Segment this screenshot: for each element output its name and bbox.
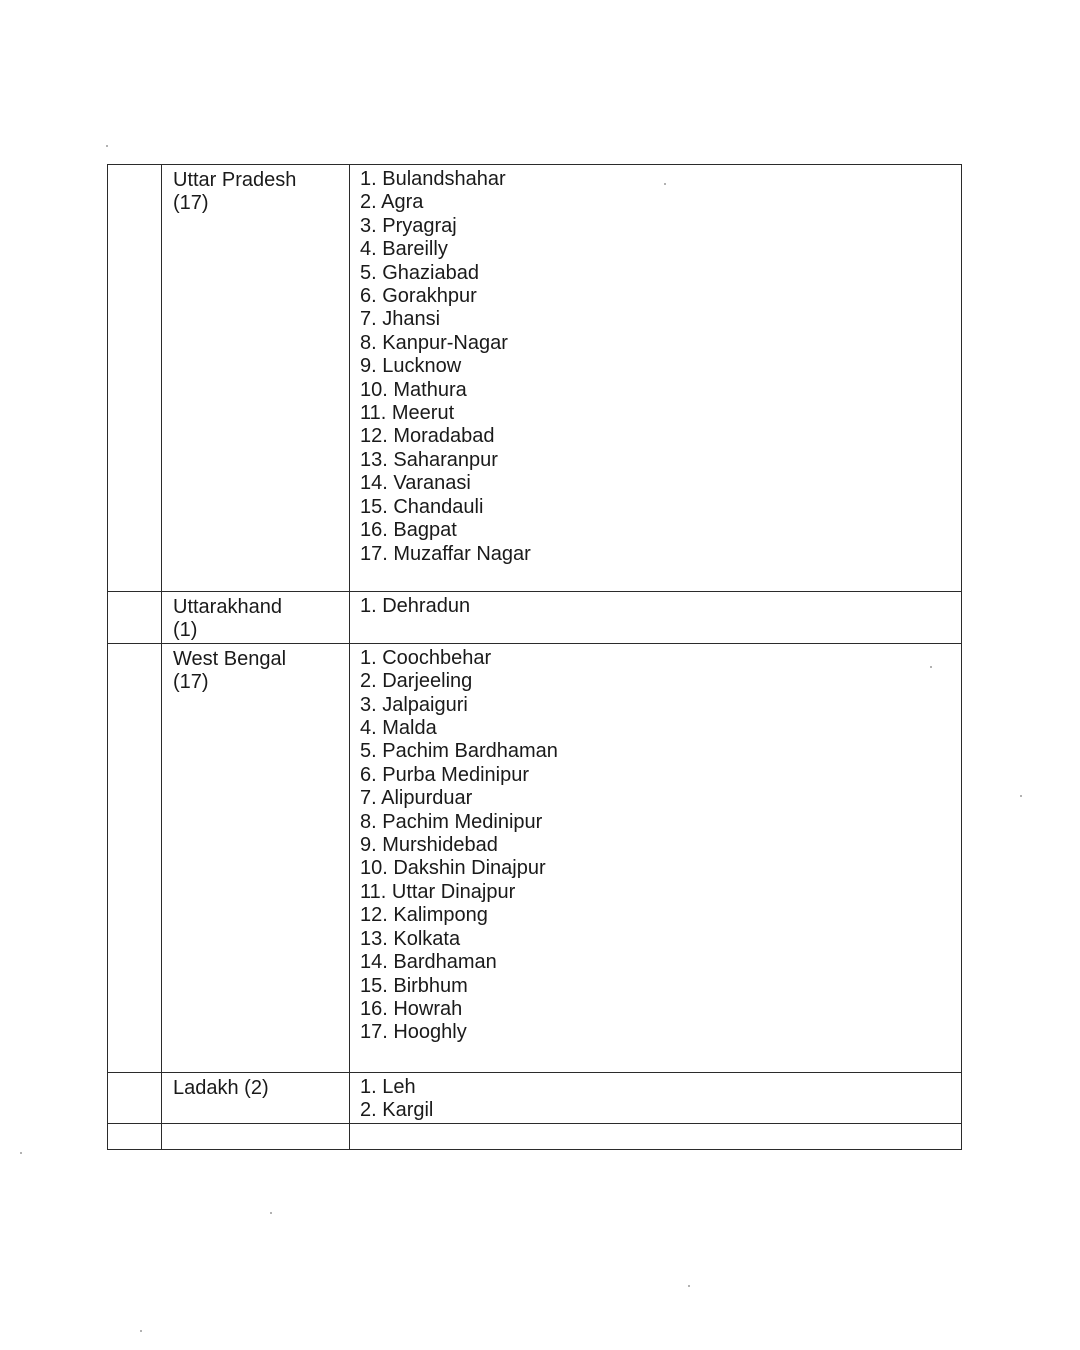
state-district-count: (1)	[173, 619, 198, 642]
state-cell	[162, 1072, 350, 1123]
state-cell	[162, 165, 350, 592]
districts-cell	[350, 165, 962, 592]
serial-cell	[108, 1123, 162, 1149]
scan-speck	[140, 1330, 142, 1332]
state-district-count: (17)	[173, 671, 209, 694]
district-list	[360, 595, 953, 618]
list-item: 1. Coochbehar	[360, 646, 492, 669]
districts-cell	[350, 1072, 962, 1123]
list-item: 4. Bareilly	[360, 238, 448, 261]
list-item: 11. Uttar Dinajpur	[360, 880, 516, 903]
empty-table-row	[108, 1123, 962, 1149]
list-item: 15. Birbhum	[360, 974, 468, 997]
list-item: 12. Moradabad	[360, 425, 495, 448]
list-item: 3. Pryagraj	[360, 214, 457, 237]
list-item: 5. Ghaziabad	[360, 261, 479, 284]
list-item: 16. Bagpat	[360, 519, 457, 542]
state-cell	[162, 1123, 350, 1149]
scan-speck	[930, 666, 932, 668]
serial-cell	[108, 592, 162, 644]
table-row	[108, 643, 962, 1072]
table-row	[108, 1072, 962, 1123]
list-item: 2. Agra	[360, 191, 424, 214]
list-item: 14. Varanasi	[360, 472, 471, 495]
districts-table	[107, 164, 962, 1150]
list-item: 6. Purba Medinipur	[360, 763, 529, 786]
districts-cell	[350, 643, 962, 1072]
list-item: 17. Hooghly	[360, 1021, 467, 1044]
list-item: 16. Howrah	[360, 997, 463, 1020]
list-item: 8. Kanpur-Nagar	[360, 331, 508, 354]
state-cell	[162, 592, 350, 644]
list-item: 15. Chandauli	[360, 495, 484, 518]
list-item: 6. Gorakhpur	[360, 285, 477, 308]
serial-cell	[108, 643, 162, 1072]
scan-speck	[270, 1212, 272, 1214]
serial-cell	[108, 165, 162, 592]
list-item: 1. Dehradun	[360, 595, 471, 617]
list-item: 7. Alipurduar	[360, 787, 473, 810]
list-item: 10. Dakshin Dinajpur	[360, 857, 546, 880]
state-district-count: (17)	[173, 192, 209, 215]
districts-cell	[350, 592, 962, 644]
scan-speck	[20, 1152, 22, 1154]
districts-cell	[350, 1123, 962, 1149]
scan-speck	[106, 145, 108, 147]
table-row	[108, 165, 962, 592]
list-item: 9. Murshidebad	[360, 834, 498, 857]
list-item: 4. Malda	[360, 717, 437, 740]
state-name: Uttar Pradesh	[173, 169, 297, 191]
scan-speck	[1020, 795, 1022, 797]
district-list	[360, 1076, 953, 1123]
scan-speck	[688, 1285, 690, 1287]
table-row	[108, 592, 962, 644]
state-name: Uttarakhand	[173, 596, 282, 618]
district-list	[360, 647, 953, 1045]
state-cell	[162, 643, 350, 1072]
list-item: 10. Mathura	[360, 378, 467, 401]
list-item: 2. Kargil	[360, 1099, 434, 1122]
list-item: 12. Kalimpong	[360, 904, 488, 927]
list-item: 17. Muzaffar Nagar	[360, 542, 531, 565]
list-item: 13. Saharanpur	[360, 448, 498, 471]
state-name: West Bengal	[173, 647, 287, 670]
list-item: 5. Pachim Bardhaman	[360, 740, 558, 763]
state-name: Ladakh (2)	[173, 1076, 269, 1099]
list-item: 2. Darjeeling	[360, 670, 473, 693]
list-item: 1. Leh	[360, 1075, 416, 1098]
district-list	[360, 168, 953, 566]
list-item: 7. Jhansi	[360, 308, 441, 331]
scan-speck	[664, 183, 666, 185]
list-item: 8. Pachim Medinipur	[360, 810, 543, 833]
list-item: 1. Bulandshahar	[360, 168, 506, 190]
list-item: 3. Jalpaiguri	[360, 693, 468, 716]
serial-cell	[108, 1072, 162, 1123]
list-item: 11. Meerut	[360, 402, 455, 425]
list-item: 13. Kolkata	[360, 927, 461, 950]
list-item: 9. Lucknow	[360, 355, 462, 378]
list-item: 14. Bardhaman	[360, 951, 497, 974]
